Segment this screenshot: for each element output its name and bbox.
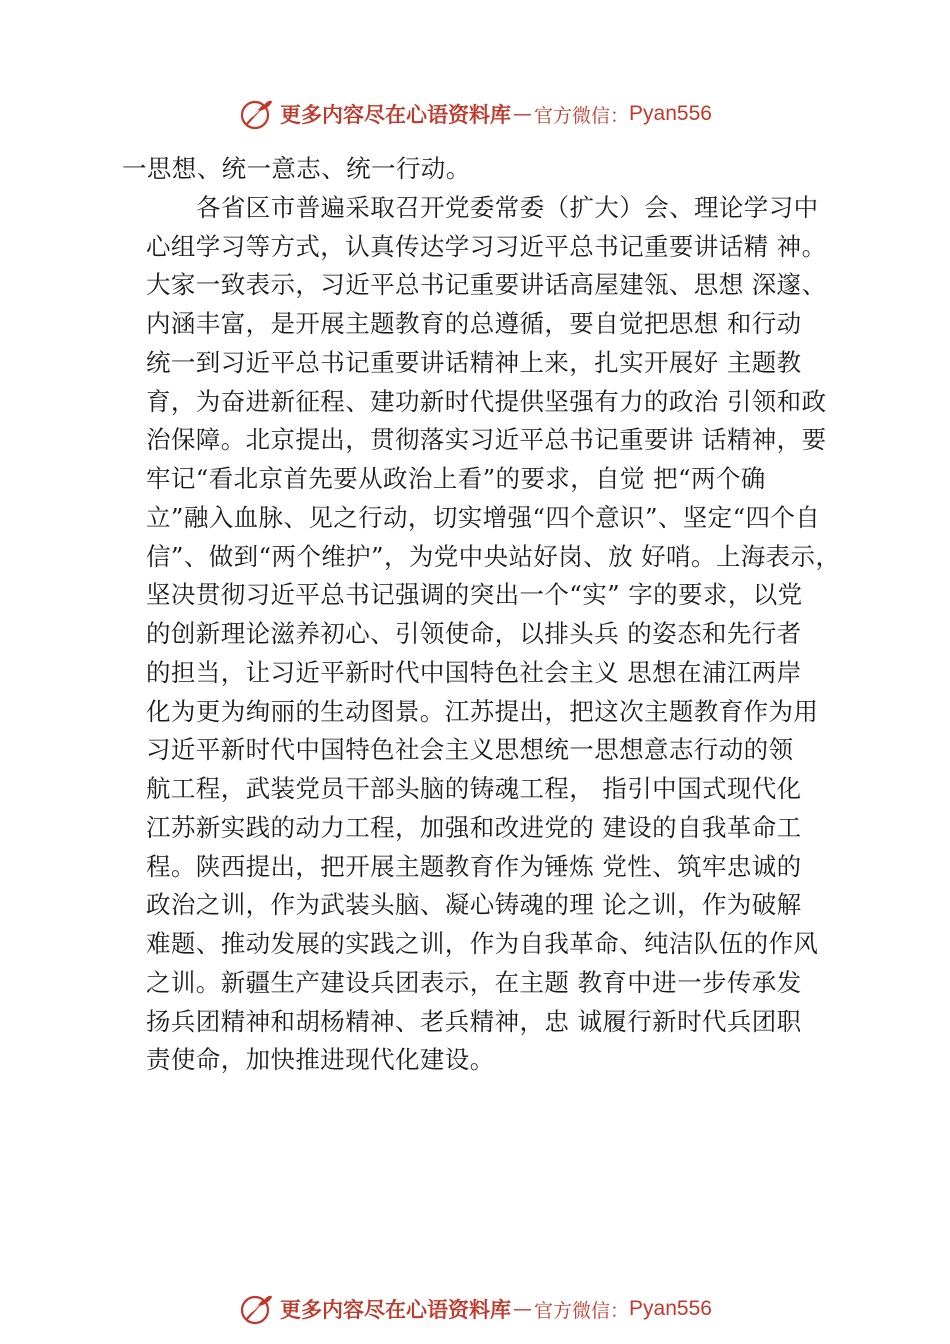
banner-wechat-id: Pyan556 [629, 102, 712, 125]
banner-title: 更多内容尽在心语资料库 [280, 102, 512, 127]
body-line: 治保障。北京提出，贯彻落实习近平总书记重要讲 话精神，要 [146, 425, 827, 455]
banner-separator: — [513, 103, 533, 125]
footer-banner [0, 1289, 950, 1329]
body-line: 大家一致表示，习近平总书记重要讲话高屋建瓴、思想 深邃、 [146, 270, 827, 300]
body-line: 难题、推动发展的实践之训，作为自我革命、纯洁队伍的作风 [146, 929, 819, 958]
body-line: 内涵丰富，是开展主题教育的总遵循，要自觉把思想 和行动 [146, 309, 802, 338]
banner-wechat-label: 官方微信： [534, 104, 630, 127]
body-line: 化为更为绚丽的生动图景。江苏提出，把这次主题教育作为用 [146, 696, 819, 726]
body-line: 信”、做到“两个维护”，为党中央站好岗、放 好哨。上海表示， [146, 541, 841, 571]
body-line: 育，为奋进新征程、建功新时代提供坚强有力的政治 引领和政 [146, 386, 827, 416]
banner-wechat-id: Pyan556 [629, 1297, 712, 1320]
body-line: 心组学习等方式，认真传达学习习近平总书记重要讲话精 神。 [146, 231, 827, 261]
banner-title: 更多内容尽在心语资料库 [280, 1297, 512, 1322]
header-banner [0, 94, 950, 134]
banner-separator: — [513, 1298, 533, 1320]
body-line: 的创新理论滋养初心、引领使命，以排头兵 的姿态和先行者 [146, 619, 802, 648]
body-line: 各省区市普遍采取召开党委常委（扩大）会、理论学习中 [196, 192, 819, 222]
body-line: 坚决贯彻习近平总书记强调的突出一个“实” 字的要求，以党 [146, 580, 803, 610]
body-line: 江苏新实践的动力工程，加强和改进党的 建设的自我革命工 [146, 812, 802, 842]
body-line: 责使命，加快推进现代化建设。 [146, 1045, 495, 1075]
banner-wechat-label: 官方微信： [534, 1299, 630, 1322]
quill-logo-icon [238, 1291, 274, 1327]
body-line: 牢记“看北京首先要从政治上看”的要求，自觉 把“两个确 [146, 464, 766, 493]
quill-logo-icon [238, 96, 274, 132]
body-line: 程。陕西提出，把开展主题教育作为锤炼 党性、筑牢忠诚的 [146, 851, 802, 881]
document-body [122, 150, 841, 1080]
body-line: 一思想、统一意志、统一行动。 [122, 154, 471, 183]
body-line: 统一到习近平总书记重要讲话精神上来，扎实开展好 主题教 [146, 347, 802, 377]
body-line: 扬兵团精神和胡杨精神、老兵精神，忠 诚履行新时代兵团职 [146, 1006, 802, 1036]
body-line: 的担当，让习近平新时代中国特色社会主义 思想在浦江两岸 [146, 657, 802, 687]
body-line: 航工程，武装党员干部头脑的铸魂工程， 指引中国式现代化 [146, 774, 802, 803]
body-line: 习近平新时代中国特色社会主义思想统一思想意志行动的领 [146, 735, 794, 765]
body-line: 立”融入血脉、见之行动，切实增强“四个意识”、坚定“四个自 [146, 502, 821, 532]
body-line: 政治之训，作为武装头脑、凝心铸魂的理 论之训，作为破解 [146, 890, 802, 920]
body-line: 之训。新疆生产建设兵团表示，在主题 教育中进一步传承发 [146, 967, 802, 997]
